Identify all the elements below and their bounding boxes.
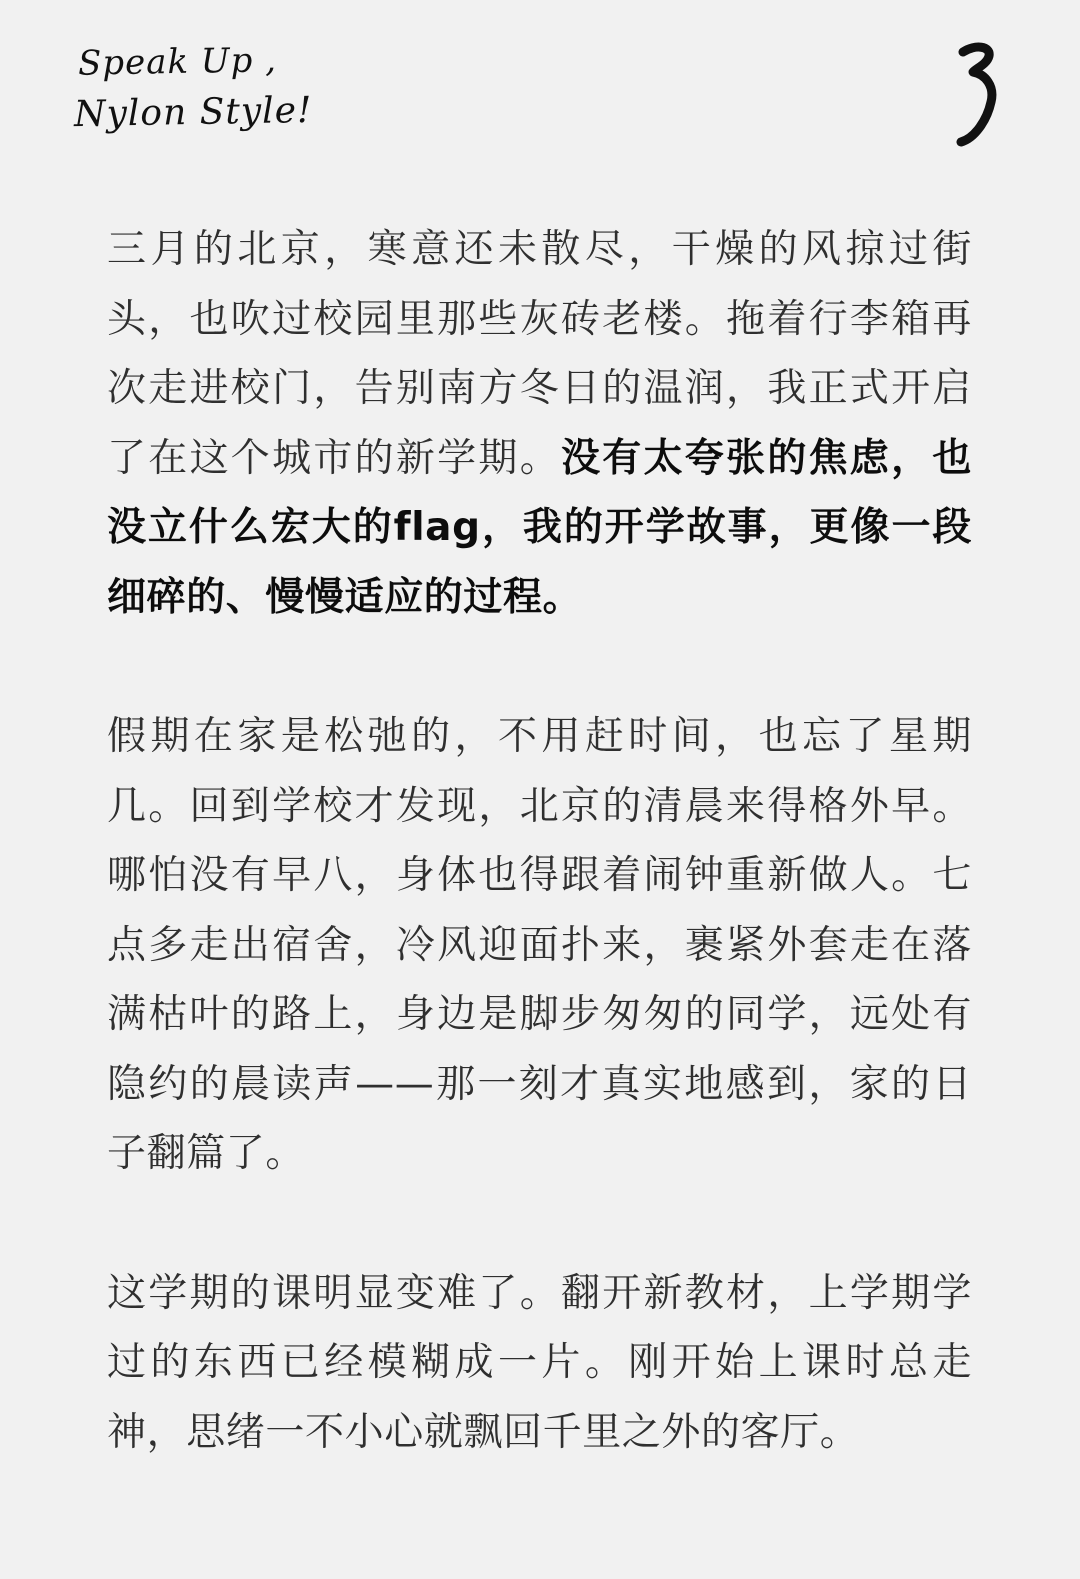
page-number [955, 38, 1005, 148]
paragraph-2: 假期在家是松弛的，不用赶时间，也忘了星期几。回到学校才发现，北京的清晨来得格外早。哪怕没有早八，身体也得跟着闹钟重新做人。七点多走出宿舍，冷风迎面扑来，裹紧外套走在落满枯叶的路上，身边是脚步匆匆的同学，远处有隐约的晨读声——那一刻才真实地感到，家的日子翻篇了。 [107, 714, 972, 1176]
logo-line-2: Nylon Style! [73, 89, 313, 136]
paragraph-1 [107, 215, 972, 632]
brand-logo [74, 42, 344, 152]
logo-line-1: Speak Up , [77, 40, 278, 84]
handwritten-numeral-icon [955, 38, 1005, 148]
paragraph-1-text: 三月的北京，寒意还未散尽，干燥的风掠过街头，也吹过校园里那些灰砖老楼。拖着行李箱再次走进校门，告别南方冬日的温润，我正式开启了在这个城市的新学期。 [107, 227, 972, 481]
paragraph-1-emphasis: 没有太夸张的焦虑，也没立什么宏大的flag，我的开学故事，更像一段细碎的、慢慢适应的过程。 [107, 435, 972, 620]
article-body [107, 215, 972, 1537]
paragraph-3: 这学期的课明显变难了。翻开新教材，上学期学过的东西已经模糊成一片。刚开始上课时总走神，思绪一不小心就飘回千里之外的客厅。 [107, 1270, 972, 1455]
